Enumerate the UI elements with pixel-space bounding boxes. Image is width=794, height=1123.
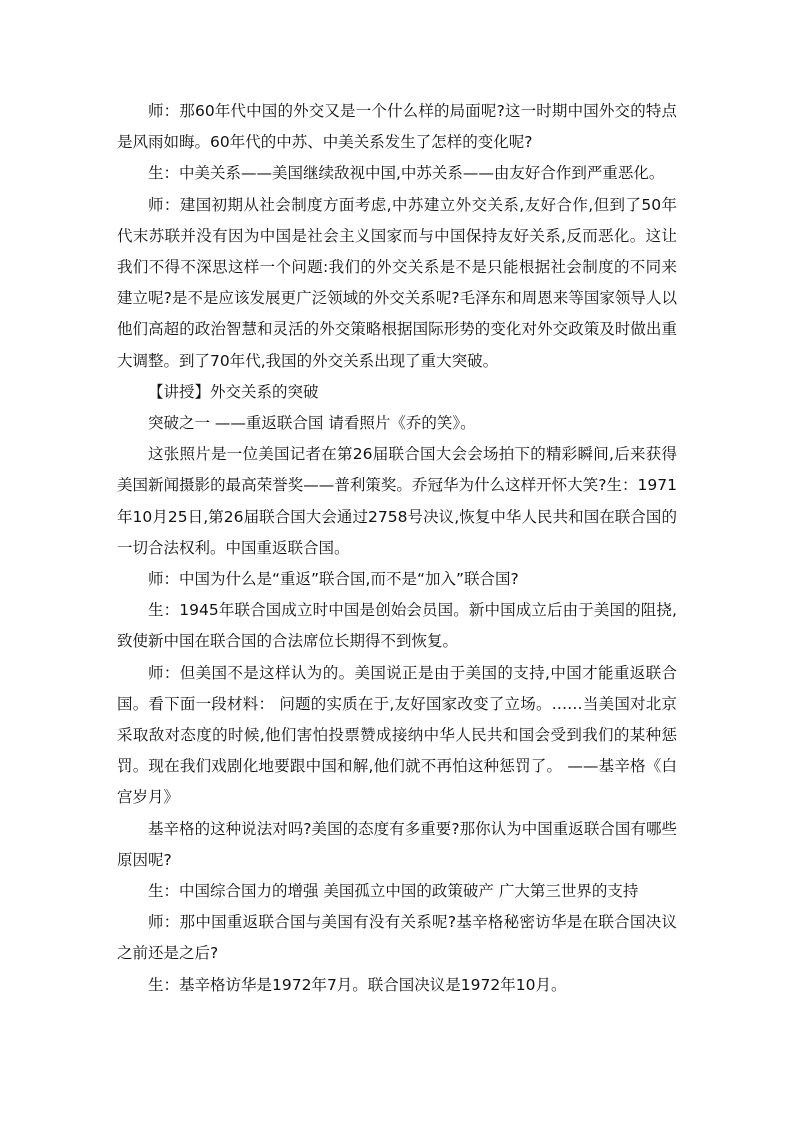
document-body xyxy=(117,96,677,1001)
paragraph-founding-member: 生：1945年联合国成立时中国是创始会员国。新中国成立后由于美国的阻挠,致使新中国在联合国的合法席位长期得不到恢复。 xyxy=(117,601,677,651)
paragraph-student-answer-relations: 生：中美关系——美国继续敌视中国,中苏关系——由友好合作到严重恶化。 xyxy=(148,164,665,183)
paragraph-return-question: 师：中国为什么是“重返”联合国,而不是“加入”联合国? xyxy=(148,570,519,589)
paragraph-photo-description: 这张照片是一位美国记者在第26届联合国大会会场拍下的精彩瞬间,后来获得美国新闻摄影的最高荣誉奖——普利策奖。乔冠华为什么这样开怀大笑?生：1971年10月25日,第26届联合国大会通过2758号决议,恢复中华人民共和国在联合国的一切合法权利。中国重返联合国。 xyxy=(117,445,677,557)
section-heading-breakthrough: 【讲授】外交关系的突破 xyxy=(148,382,319,401)
paragraph-timing-answer: 生：基辛格访华是1972年7月。联合国决议是1972年10月。 xyxy=(148,975,567,994)
paragraph-era-60s-question: 师：那60年代中国的外交又是一个什么样的局面呢?这一时期中国外交的特点是风雨如晦。60年代的中苏、中美关系发生了怎样的变化呢? xyxy=(117,102,677,152)
paragraph-reasons-question: 基辛格的这种说法对吗?美国的态度有多重要?那你认为中国重返联合国有哪些原因呢? xyxy=(117,819,677,869)
paragraph-kissinger-timing-question: 师：那中国重返联合国与美国有没有关系呢?基辛格秘密访华是在联合国决议之前还是之后? xyxy=(117,913,677,963)
paragraph-breakthrough-one: 突破之一 ——重返联合国 请看照片《乔的笑》。 xyxy=(148,414,476,433)
paragraph-reasons-answer: 生：中国综合国力的增强 美国孤立中国的政策破产 广大第三世界的支持 xyxy=(148,882,639,901)
paragraph-kissinger-quote: 师：但美国不是这样认为的。美国说正是由于美国的支持,中国才能重返联合国。看下面一段材料： 问题的实质在于,友好国家改变了立场。……当美国对北京采取敌对态度的时候,他们害怕投票赞成接纳中华人民共和国会受到我们的某种惩罚。现在我们戏剧化地要跟中国和解,他们就不再怕这种惩罚了。 ——基辛格《白宫岁月》 xyxy=(117,663,677,807)
paragraph-teacher-adjustment: 师：建国初期从社会制度方面考虑,中苏建立外交关系,友好合作,但到了50年代末苏联并没有因为中国是社会主义国家而与中国保持友好关系,反而恶化。这让我们不得不深思这样一个问题:我们的外交关系是不是只能根据社会制度的不同来建立呢?是不是应该发展更广泛领域的外交关系呢?毛泽东和周恩来等国家领导人以他们高超的政治智慧和灵活的外交策略根据国际形势的变化对外交政策及时做出重大调整。到了70年代,我国的外交关系出现了重大突破。 xyxy=(117,195,677,370)
